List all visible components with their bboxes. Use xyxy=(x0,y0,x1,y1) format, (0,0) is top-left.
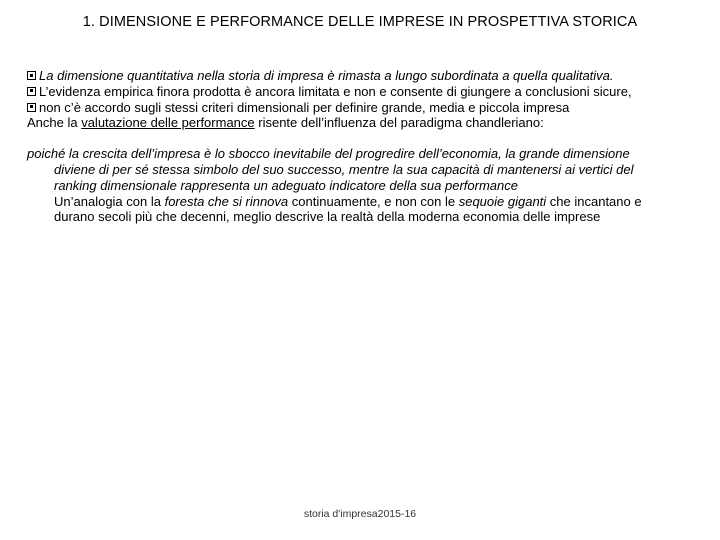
slide-content xyxy=(27,68,667,225)
analogy-part3: che incantano e durano secoli più che decenni, meglio descrive la realtà della moderna economia delle imprese xyxy=(54,193,642,225)
slide-title: 1. DIMENSIONE E PERFORMANCE DELLE IMPRESE IN PROSPETTIVA STORICA xyxy=(82,14,638,30)
bullet-text: La dimensione quantitativa nella storia di impresa è rimasta a lungo subordinata a quella qualitativa. xyxy=(39,68,614,83)
quote-paragraph: poiché la crescita dell’impresa è lo sbocco inevitabile del progredire dell’economia, la grande dimensione diviene di per sé stessa simbolo del suo successo, mentre la sua capacità di mantenersi ai vertici del ranking dimensionale rappresenta un adeguato indicatore della sua performance xyxy=(27,146,634,193)
performance-line-before: Anche la xyxy=(27,115,82,131)
bullet-text: non c’è accordo sugli stessi criteri dimensionali per definire grande, media e piccola impresa xyxy=(39,99,570,115)
paragraph-spacer xyxy=(27,131,667,146)
bullet-item xyxy=(27,68,667,84)
square-bullet-icon xyxy=(27,71,36,80)
square-bullet-icon xyxy=(27,87,36,96)
analogy-italic1: foresta che si rinnova xyxy=(164,193,289,209)
bullet-item xyxy=(27,84,667,100)
analogy-italic2: sequoie giganti xyxy=(458,193,547,209)
analogy-paragraph xyxy=(27,194,667,226)
performance-line xyxy=(27,115,667,131)
performance-line-after: risente dell’influenza del paradigma chandleriano: xyxy=(254,115,544,131)
performance-line-underlined: valutazione delle performance xyxy=(81,115,255,131)
analogy-part1: Un’analogia con la xyxy=(54,193,165,209)
square-bullet-icon xyxy=(27,103,36,112)
analogy-part2: continuamente, e non con le xyxy=(288,193,459,209)
bullet-item xyxy=(27,100,667,116)
bullet-text: L’evidenza empirica finora prodotta è ancora limitata e non e consente di giungere a conclusioni sicure, xyxy=(39,83,632,99)
slide-footer: storia d'impresa2015-16 xyxy=(303,508,417,520)
